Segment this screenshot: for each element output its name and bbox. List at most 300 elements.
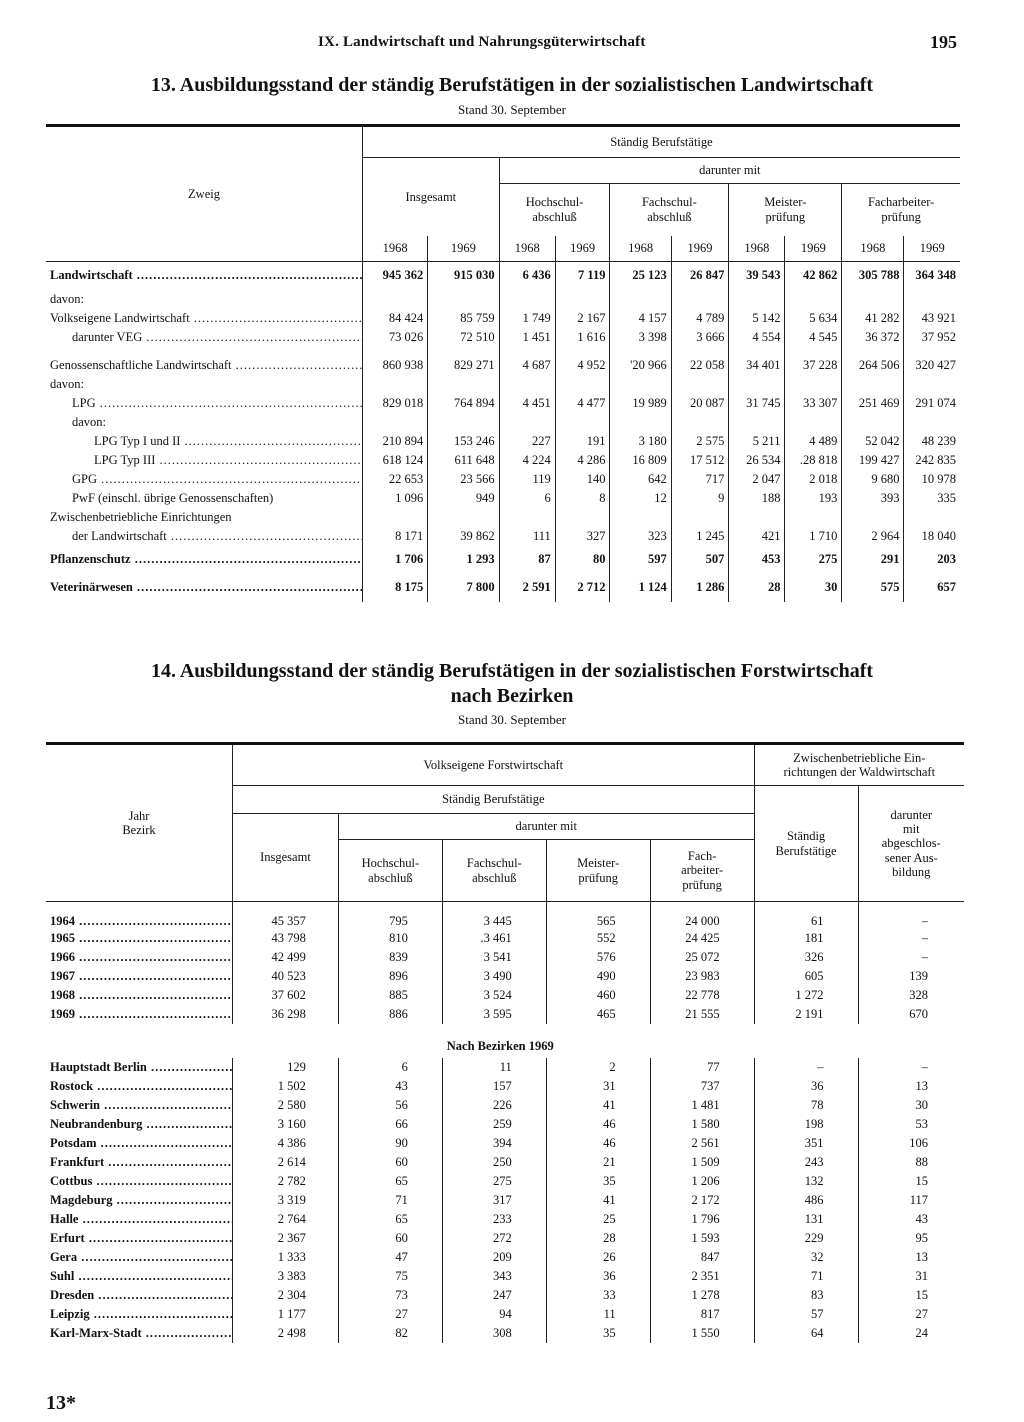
- row-label: 1969 .....: [46, 1005, 233, 1024]
- table-cell: 351: [754, 1134, 858, 1153]
- table13-title: 13. Ausbildungsstand der ständig Berufstätigen in der sozialistischen Landwirtschaft: [150, 74, 874, 96]
- table-row: [46, 1153, 964, 1172]
- table-cell: 24 425: [650, 929, 754, 948]
- table-cell: 611 648: [428, 451, 499, 470]
- table-cell: 119: [499, 470, 555, 489]
- table-cell: [428, 290, 499, 309]
- row-label: Genossenschaftliche Landwirtschaft .....: [46, 356, 363, 375]
- table-row: [46, 1077, 964, 1096]
- table-row: [46, 451, 960, 470]
- table-cell: 247: [442, 1286, 546, 1305]
- table-cell: 1 706: [363, 546, 428, 574]
- table-cell: 73 026: [363, 328, 428, 347]
- table-cell: 394: [442, 1134, 546, 1153]
- table-cell: 2 351: [650, 1267, 754, 1286]
- table-row: [46, 986, 964, 1005]
- row-label: davon:: [50, 376, 85, 391]
- row-label: Neubrandenburg .....: [46, 1115, 233, 1134]
- table-cell: 65: [338, 1210, 442, 1229]
- table-cell: 2 561: [650, 1134, 754, 1153]
- table-cell: 2 764: [233, 1210, 339, 1229]
- table-cell: 15: [858, 1286, 964, 1305]
- table-row: [46, 1210, 964, 1229]
- table-cell: –: [754, 1058, 858, 1077]
- table-cell: [610, 290, 671, 309]
- table-cell: 17 512: [671, 451, 729, 470]
- table-cell: 5 211: [729, 432, 785, 451]
- table-cell: 1 481: [650, 1096, 754, 1115]
- table-row: [46, 290, 960, 309]
- table-cell: 242 835: [904, 451, 960, 470]
- chapter-heading: IX. Landwirtschaft und Nahrungsgüterwirtschaft: [318, 34, 646, 50]
- table-cell: 328: [858, 986, 964, 1005]
- table-cell: 393: [842, 489, 904, 508]
- row-label: 1965 .....: [46, 929, 233, 948]
- table-cell: 291 074: [904, 394, 960, 413]
- table-cell: 597: [610, 546, 671, 574]
- table-row: [46, 1305, 964, 1324]
- year-header: 1969: [904, 236, 960, 262]
- year-header: 1969: [428, 236, 499, 262]
- row-label: darunter VEG .....: [46, 328, 363, 347]
- table-cell: 24: [858, 1324, 964, 1343]
- table13: [46, 124, 960, 602]
- table-cell: 4 477: [555, 394, 610, 413]
- table-cell: 320 427: [904, 356, 960, 375]
- header-hochschul: Hochschul- abschluß: [499, 184, 610, 236]
- table-cell: 3 524: [442, 986, 546, 1005]
- table-cell: 26: [546, 1248, 650, 1267]
- table-cell: [842, 508, 904, 527]
- table-cell: 35: [546, 1324, 650, 1343]
- year-header: 1968: [610, 236, 671, 262]
- table-cell: [363, 347, 428, 356]
- table-cell: [904, 413, 960, 432]
- table-cell: 5 634: [785, 309, 842, 328]
- table-cell: 421: [729, 527, 785, 546]
- table-cell: 576: [546, 948, 650, 967]
- row-label: Magdeburg .....: [46, 1191, 233, 1210]
- table-cell: 275: [785, 546, 842, 574]
- row-label: Erfurt .....: [46, 1229, 233, 1248]
- table-cell: 42 862: [785, 262, 842, 290]
- header-darunter: darunter mit: [338, 814, 754, 840]
- table-cell: 95: [858, 1229, 964, 1248]
- table-cell: 45 357: [233, 902, 339, 929]
- table-cell: 829 271: [428, 356, 499, 375]
- table-cell: 2 167: [555, 309, 610, 328]
- table-cell: 3 398: [610, 328, 671, 347]
- table-cell: 1 272: [754, 986, 858, 1005]
- row-label: Rostock .....: [46, 1077, 233, 1096]
- table-row: [46, 470, 960, 489]
- table-cell: 317: [442, 1191, 546, 1210]
- table-cell: 896: [338, 967, 442, 986]
- table-cell: 37 602: [233, 986, 339, 1005]
- header-hochschul: Hochschul- abschluß: [338, 840, 442, 902]
- row-label: 1968 .....: [46, 986, 233, 1005]
- table-cell: [842, 413, 904, 432]
- table-row: [46, 489, 960, 508]
- table14-title-line2: nach Bezirken: [450, 685, 574, 707]
- table-cell: 191: [555, 432, 610, 451]
- table-cell: 2 782: [233, 1172, 339, 1191]
- table-cell: [904, 290, 960, 309]
- table-cell: 2 498: [233, 1324, 339, 1343]
- table-cell: 34 401: [729, 356, 785, 375]
- section-label: Nach Bezirken 1969: [446, 1038, 554, 1053]
- table-cell: [729, 508, 785, 527]
- table-cell: 1 796: [650, 1210, 754, 1229]
- table-row: [46, 328, 960, 347]
- header-meister: Meister- prüfung: [729, 184, 842, 236]
- table-cell: 132: [754, 1172, 858, 1191]
- table-cell: 7 119: [555, 262, 610, 290]
- table-cell: [842, 375, 904, 394]
- table-cell: 486: [754, 1191, 858, 1210]
- table-cell: 36 298: [233, 1005, 339, 1024]
- table-cell: 77: [650, 1058, 754, 1077]
- table-cell: 3 180: [610, 432, 671, 451]
- table-cell: .28 818: [785, 451, 842, 470]
- table-cell: 4 451: [499, 394, 555, 413]
- header-staendig: Ständig Berufstätige: [363, 126, 961, 158]
- table-cell: 43 798: [233, 929, 339, 948]
- table-cell: –: [858, 948, 964, 967]
- table-row: [46, 967, 964, 986]
- row-label: LPG .....: [46, 394, 363, 413]
- table-cell: 33: [546, 1286, 650, 1305]
- table-cell: 326: [754, 948, 858, 967]
- table-cell: 2 964: [842, 527, 904, 546]
- table-row: [46, 1248, 964, 1267]
- table-cell: 88: [858, 1153, 964, 1172]
- table-cell: 199 427: [842, 451, 904, 470]
- table-cell: 335: [904, 489, 960, 508]
- table-cell: 817: [650, 1305, 754, 1324]
- table-cell: 131: [754, 1210, 858, 1229]
- table-cell: 657: [904, 574, 960, 602]
- footer-mark: 13*: [46, 1392, 76, 1414]
- table-cell: 37 228: [785, 356, 842, 375]
- row-label: LPG Typ I und II .....: [46, 432, 363, 451]
- table-cell: 209: [442, 1248, 546, 1267]
- table-cell: 52 042: [842, 432, 904, 451]
- table-row: [46, 262, 960, 290]
- table-cell: [671, 413, 729, 432]
- table-cell: [363, 375, 428, 394]
- table-cell: 4 157: [610, 309, 671, 328]
- row-label: Landwirtschaft .....: [46, 262, 363, 290]
- table-cell: 78: [754, 1096, 858, 1115]
- table-cell: 1 293: [428, 546, 499, 574]
- table-cell: 181: [754, 929, 858, 948]
- table-cell: [499, 508, 555, 527]
- table-row: [46, 356, 960, 375]
- row-label: Potsdam .....: [46, 1134, 233, 1153]
- table-cell: 61: [754, 902, 858, 929]
- table-cell: 3 319: [233, 1191, 339, 1210]
- header-jahr-bezirk: Jahr Bezirk: [46, 744, 233, 902]
- table-cell: 41: [546, 1191, 650, 1210]
- table-cell: 886: [338, 1005, 442, 1024]
- header-zwischen: Zwischenbetriebliche Ein- richtungen der Waldwirtschaft: [754, 744, 964, 786]
- table-row: [46, 1172, 964, 1191]
- table-cell: 41 282: [842, 309, 904, 328]
- table-cell: 40 523: [233, 967, 339, 986]
- table-cell: 1 509: [650, 1153, 754, 1172]
- table-cell: 764 894: [428, 394, 499, 413]
- table-cell: 5 142: [729, 309, 785, 328]
- year-header: 1968: [729, 236, 785, 262]
- table-cell: 36: [754, 1077, 858, 1096]
- table-cell: 605: [754, 967, 858, 986]
- table-row: [46, 902, 964, 929]
- table-cell: 3 666: [671, 328, 729, 347]
- table-cell: 275: [442, 1172, 546, 1191]
- table-cell: 1 749: [499, 309, 555, 328]
- table-cell: 4 554: [729, 328, 785, 347]
- row-label: GPG .....: [46, 470, 363, 489]
- table-cell: 27: [338, 1305, 442, 1324]
- table-cell: 810: [338, 929, 442, 948]
- header-fachschul: Fachschul- abschluß: [610, 184, 729, 236]
- table-cell: 9 680: [842, 470, 904, 489]
- year-header: 1968: [363, 236, 428, 262]
- table-cell: 60: [338, 1153, 442, 1172]
- table-cell: 2 580: [233, 1096, 339, 1115]
- section-spacer: [46, 1024, 233, 1058]
- table-cell: 188: [729, 489, 785, 508]
- header-abgeschlossen: darunter mit abgeschlos- sener Aus- bildung: [858, 786, 964, 902]
- table-cell: 28: [546, 1229, 650, 1248]
- table-cell: 1 502: [233, 1077, 339, 1096]
- table-row: [46, 413, 960, 432]
- table-cell: 1 616: [555, 328, 610, 347]
- header-fachschul: Fachschul- abschluß: [442, 840, 546, 902]
- table-cell: 140: [555, 470, 610, 489]
- table-cell: [671, 375, 729, 394]
- table-cell: 860 938: [363, 356, 428, 375]
- table-cell: 829 018: [363, 394, 428, 413]
- table-cell: 565: [546, 902, 650, 929]
- table-cell: [729, 375, 785, 394]
- table-cell: 945 362: [363, 262, 428, 290]
- table-cell: 8 171: [363, 527, 428, 546]
- table-row: [46, 347, 960, 356]
- table-cell: 198: [754, 1115, 858, 1134]
- table-cell: 453: [729, 546, 785, 574]
- table-cell: 552: [546, 929, 650, 948]
- table-cell: 48 239: [904, 432, 960, 451]
- table-cell: 250: [442, 1153, 546, 1172]
- table-cell: 25 123: [610, 262, 671, 290]
- row-label: Pflanzenschutz .....: [46, 546, 363, 574]
- row-label: Hauptstadt Berlin .....: [46, 1058, 233, 1077]
- table-cell: 73: [338, 1286, 442, 1305]
- header-zweig: Zweig: [46, 126, 363, 262]
- table-cell: 111: [499, 527, 555, 546]
- header-facharbeiter: Fach- arbeiter- prüfung: [650, 840, 754, 902]
- table-cell: 129: [233, 1058, 339, 1077]
- table-cell: 1 206: [650, 1172, 754, 1191]
- table-cell: 507: [671, 546, 729, 574]
- table-cell: 21: [546, 1153, 650, 1172]
- table-cell: 36: [546, 1267, 650, 1286]
- header-meister: Meister- prüfung: [546, 840, 650, 902]
- table-cell: 460: [546, 986, 650, 1005]
- table-cell: [729, 413, 785, 432]
- table-cell: 8 175: [363, 574, 428, 602]
- table-cell: 30: [785, 574, 842, 602]
- table-cell: [671, 508, 729, 527]
- row-label: Dresden .....: [46, 1286, 233, 1305]
- table-cell: 243: [754, 1153, 858, 1172]
- table-cell: [842, 347, 904, 356]
- table-cell: 66: [338, 1115, 442, 1134]
- table-cell: 670: [858, 1005, 964, 1024]
- section-row: [46, 1024, 964, 1058]
- table-cell: 1 278: [650, 1286, 754, 1305]
- row-label: Cottbus .....: [46, 1172, 233, 1191]
- table-row: [46, 432, 960, 451]
- table-cell: 4 489: [785, 432, 842, 451]
- row-label: 1964 .....: [46, 902, 233, 929]
- table-cell: [842, 290, 904, 309]
- table-cell: 31: [546, 1077, 650, 1096]
- table-cell: 26 847: [671, 262, 729, 290]
- table-cell: 31: [858, 1267, 964, 1286]
- table-row: [46, 309, 960, 328]
- year-header: 1969: [555, 236, 610, 262]
- header-insgesamt: Insgesamt: [233, 814, 339, 902]
- table-cell: 4 687: [499, 356, 555, 375]
- row-label: Veterinärwesen .....: [46, 574, 363, 602]
- table-cell: 43 921: [904, 309, 960, 328]
- table-cell: 4 286: [555, 451, 610, 470]
- table-cell: 1 177: [233, 1305, 339, 1324]
- table-cell: 1 333: [233, 1248, 339, 1267]
- table-cell: [499, 375, 555, 394]
- table-cell: [363, 508, 428, 527]
- table-cell: 3 383: [233, 1267, 339, 1286]
- row-label: der Landwirtschaft .....: [46, 527, 363, 546]
- table-cell: 203: [904, 546, 960, 574]
- table-cell: 15: [858, 1172, 964, 1191]
- table-row: [46, 948, 964, 967]
- table-cell: 83: [754, 1286, 858, 1305]
- table-cell: 22 778: [650, 986, 754, 1005]
- table-cell: 46: [546, 1115, 650, 1134]
- table-cell: [785, 508, 842, 527]
- table-cell: 1 245: [671, 527, 729, 546]
- table-cell: 227: [499, 432, 555, 451]
- table-cell: 157: [442, 1077, 546, 1096]
- table-cell: 364 348: [904, 262, 960, 290]
- table-cell: 39 543: [729, 262, 785, 290]
- table-cell: 2 018: [785, 470, 842, 489]
- table-row: [46, 1324, 964, 1343]
- row-label: PwF (einschl. übrige Genossenschaften): [72, 490, 274, 505]
- table-cell: 94: [442, 1305, 546, 1324]
- table-cell: 71: [338, 1191, 442, 1210]
- table-cell: 1 451: [499, 328, 555, 347]
- table-cell: 37 952: [904, 328, 960, 347]
- table-cell: 9: [671, 489, 729, 508]
- table-cell: [904, 508, 960, 527]
- table-cell: 210 894: [363, 432, 428, 451]
- table-cell: 327: [555, 527, 610, 546]
- table-cell: 839: [338, 948, 442, 967]
- table-cell: 153 246: [428, 432, 499, 451]
- table-cell: [610, 375, 671, 394]
- page-number: 195: [930, 32, 957, 52]
- table-cell: 259: [442, 1115, 546, 1134]
- table-cell: 2 614: [233, 1153, 339, 1172]
- table-cell: 64: [754, 1324, 858, 1343]
- table-cell: [428, 413, 499, 432]
- table-cell: 2 575: [671, 432, 729, 451]
- row-label: 1967 .....: [46, 967, 233, 986]
- table-cell: 4 386: [233, 1134, 339, 1153]
- table-cell: [610, 413, 671, 432]
- table-cell: [785, 290, 842, 309]
- table-cell: 4 789: [671, 309, 729, 328]
- table-cell: 28: [729, 574, 785, 602]
- table-cell: [729, 347, 785, 356]
- table-cell: 575: [842, 574, 904, 602]
- table-row: [46, 1191, 964, 1210]
- table-cell: 2 191: [754, 1005, 858, 1024]
- table-cell: 2: [546, 1058, 650, 1077]
- table-cell: 57: [754, 1305, 858, 1324]
- table-cell: 2 712: [555, 574, 610, 602]
- table-cell: 24 000: [650, 902, 754, 929]
- table-cell: 2 591: [499, 574, 555, 602]
- table-cell: 1 124: [610, 574, 671, 602]
- table14: [46, 742, 964, 1343]
- table-cell: 251 469: [842, 394, 904, 413]
- table-cell: 36 372: [842, 328, 904, 347]
- table-row: [46, 1005, 964, 1024]
- row-label: Karl-Marx-Stadt .....: [46, 1324, 233, 1343]
- table-cell: 8: [555, 489, 610, 508]
- table-cell: 90: [338, 1134, 442, 1153]
- table-cell: 915 030: [428, 262, 499, 290]
- year-header: 1968: [842, 236, 904, 262]
- table-cell: [785, 347, 842, 356]
- table-cell: 16 809: [610, 451, 671, 470]
- table-cell: 26 534: [729, 451, 785, 470]
- table14-subtitle: Stand 30. September: [458, 712, 566, 727]
- table-cell: 226: [442, 1096, 546, 1115]
- table-cell: 41: [546, 1096, 650, 1115]
- row-label: Schwerin .....: [46, 1096, 233, 1115]
- table-cell: 2 304: [233, 1286, 339, 1305]
- row-label: Frankfurt .....: [46, 1153, 233, 1172]
- table-cell: 20 087: [671, 394, 729, 413]
- table-cell: 65: [338, 1172, 442, 1191]
- table-cell: 71: [754, 1267, 858, 1286]
- table-cell: 1 580: [650, 1115, 754, 1134]
- table-cell: [785, 413, 842, 432]
- table-cell: [428, 508, 499, 527]
- table-cell: .3 461: [442, 929, 546, 948]
- table-cell: 308: [442, 1324, 546, 1343]
- header-darunter: darunter mit: [499, 158, 960, 184]
- table-cell: 21 555: [650, 1005, 754, 1024]
- table-cell: –: [858, 929, 964, 948]
